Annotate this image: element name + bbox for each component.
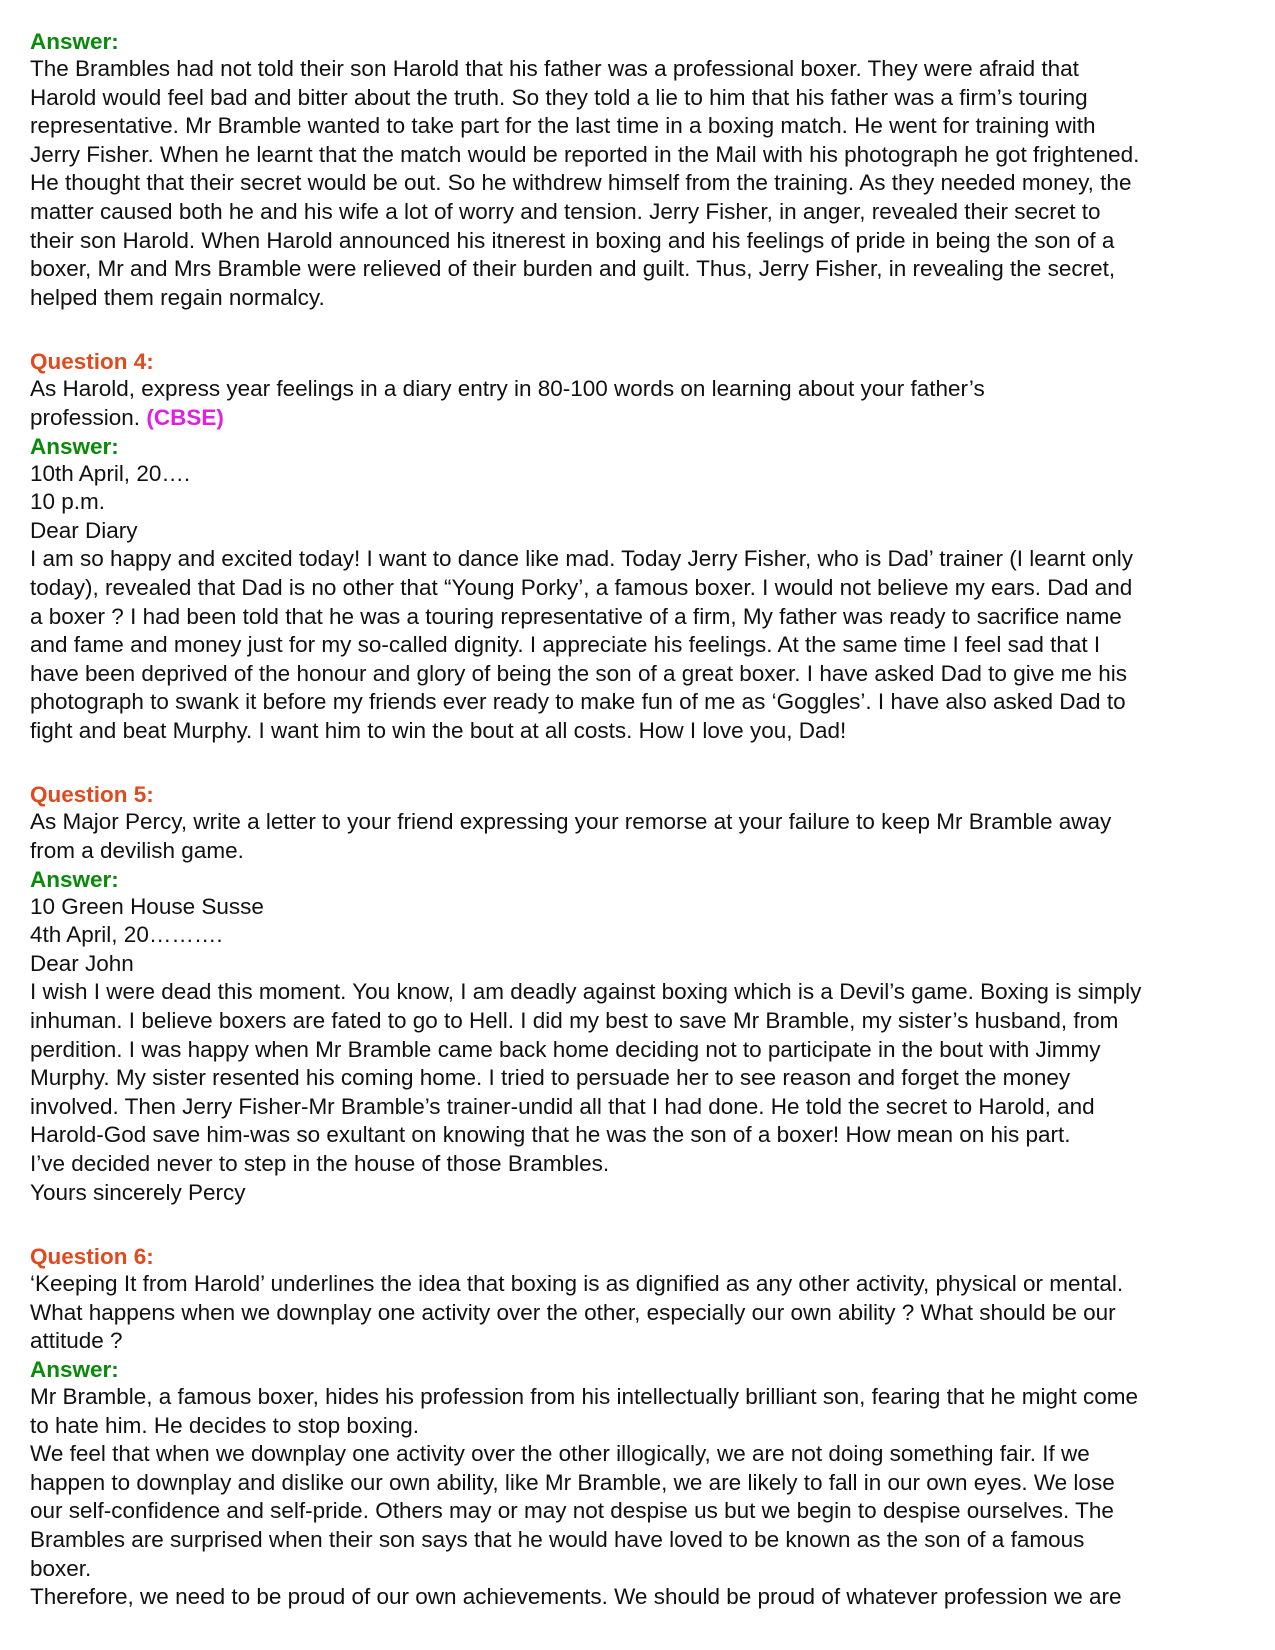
text-line: happen to downplay and dislike our own ability, like Mr Bramble, we are likely to fall in our own eyes. We lose	[30, 1469, 1115, 1495]
text-line: We feel that when we downplay one activity over the other illogically, we are not doing something fair. If we	[30, 1441, 1090, 1467]
text-line: our self-confidence and self-pride. Others may or may not despise us but we begin to despise ourselves. The	[30, 1498, 1114, 1524]
document-page	[30, 28, 1260, 1612]
text-line: today), revealed that Dad is no other that “Young Porky’, a famous boxer. I would not believe my ears. Dad and	[30, 574, 1133, 600]
text-line: involved. Then Jerry Fisher-Mr Bramble’s trainer-undid all that I had done. He told the secret to Harold, and	[30, 1093, 1095, 1119]
text-line: Therefore, we need to be proud of our own achievements. We should be proud of whatever profession we are	[30, 1584, 1122, 1610]
text-line: have been deprived of the honour and glory of being the son of a great boxer. I have asked Dad to give me his	[30, 660, 1127, 686]
text-line: inhuman. I believe boxers are fated to go to Hell. I did my best to save Mr Bramble, my sister’s husband, from	[30, 1008, 1119, 1034]
question-6-block	[30, 1243, 1260, 1612]
question-text	[30, 404, 1260, 433]
letter-salutation: Dear John	[30, 950, 134, 976]
question-text: As Major Percy, write a letter to your friend expressing your remorse at your failure to keep Mr Bramble away	[30, 809, 1112, 835]
text-line: Brambles are surprised when their son says that he would have loved to be known as the son of a famous	[30, 1526, 1085, 1552]
answer-text	[30, 893, 1260, 1208]
diary-time: 10 p.m.	[30, 489, 106, 515]
text-line: a boxer ? I had been told that he was a touring representative of a firm, My father was ready to sacrifice name	[30, 603, 1122, 629]
text-line: their son Harold. When Harold announced his itnerest in boxing and his feelings of pride in being the son of a	[30, 227, 1115, 253]
diary-salutation: Dear Diary	[30, 517, 138, 543]
text-line: helped them regain normalcy.	[30, 284, 325, 310]
text-line: boxer.	[30, 1555, 92, 1581]
text-line: He thought that their secret would be out. So he withdrew himself from the training. As they needed money, the	[30, 170, 1132, 196]
text-line: photograph to swank it before my friends ever ready to make fun of me as ‘Goggles’. I have also asked Dad to	[30, 689, 1126, 715]
answer-text	[30, 55, 1260, 312]
answer-label: Answer:	[30, 433, 119, 459]
question-text: What happens when we downplay one activity over the other, especially our own ability ? What should be our	[30, 1299, 1116, 1325]
question-text: from a devilish game.	[30, 838, 244, 864]
text-line: I’ve decided never to step in the house of those Brambles.	[30, 1151, 610, 1176]
text-line: Harold would feel bad and bitter about the truth. So they told a lie to him that his father was a firm’s touring	[30, 84, 1088, 110]
letter-signoff: Yours sincerely Percy	[30, 1179, 246, 1205]
text-line: The Brambles had not told their son Harold that his father was a professional boxer. They were afraid that	[30, 56, 1079, 81]
question-label: Question 6:	[30, 1244, 154, 1270]
text-line: representative. Mr Bramble wanted to take part for the last time in a boxing match. He went for training with	[30, 113, 1096, 139]
text-line: Mr Bramble, a famous boxer, hides his profession from his intellectually brilliant son, fearing that he might come	[30, 1383, 1139, 1409]
text-line: to hate him. He decides to stop boxing.	[30, 1412, 419, 1438]
cbse-tag: (CBSE)	[146, 404, 224, 430]
question-text-end: profession.	[30, 404, 141, 430]
letter-date: 4th April, 20……….	[30, 922, 223, 948]
diary-date: 10th April, 20….	[30, 460, 191, 486]
answer-label: Answer:	[30, 29, 119, 54]
text-line: matter caused both he and his wife a lot of worry and tension. Jerry Fisher, in anger, revealed their secret to	[30, 198, 1101, 224]
text-line: I wish I were dead this moment. You know, I am deadly against boxing which is a Devil’s game. Boxing is simply	[30, 979, 1142, 1005]
text-line: perdition. I was happy when Mr Bramble came back home deciding not to participate in the bout with Jimmy	[30, 1036, 1101, 1062]
section-gap	[30, 312, 1260, 348]
text-line: Jerry Fisher. When he learnt that the match would be reported in the Mail with his photograph he got frightened.	[30, 141, 1140, 167]
question-4-block	[30, 348, 1260, 745]
question-5-block	[30, 781, 1260, 1207]
question-label: Question 5:	[30, 782, 154, 808]
section-gap	[30, 745, 1260, 781]
answer-label: Answer:	[30, 1356, 119, 1382]
text-line: and fame and money just for my so-called dignity. I appreciate his feelings. At the same time I feel sad that I	[30, 632, 1101, 658]
question-label: Question 4:	[30, 349, 154, 375]
text-line: fight and beat Murphy. I want him to win the bout at all costs. How I love you, Dad!	[30, 717, 847, 743]
section-gap	[30, 1207, 1260, 1243]
question-text: As Harold, express year feelings in a diary entry in 80-100 words on learning about your father’s	[30, 376, 985, 402]
text-line: Harold-God save him-was so exultant on knowing that he was the son of a boxer! How mean on his part.	[30, 1122, 1071, 1148]
text-line: boxer, Mr and Mrs Bramble were relieved of their burden and guilt. Thus, Jerry Fisher, in revealing the secret,	[30, 256, 1116, 282]
text-line: Murphy. My sister resented his coming home. I tried to persuade her to see reason and forget the money	[30, 1065, 1071, 1091]
letter-address: 10 Green House Susse	[30, 893, 264, 919]
answer-text	[30, 460, 1260, 746]
text-line: I am so happy and excited today! I want to dance like mad. Today Jerry Fisher, who is Dad’ trainer (I learnt only	[30, 546, 1134, 572]
answer-text	[30, 1383, 1260, 1612]
answer-label: Answer:	[30, 866, 119, 892]
answer-block-1	[30, 28, 1260, 312]
question-text: ‘Keeping It from Harold’ underlines the idea that boxing is as dignified as any other activity, physical or mental.	[30, 1271, 1124, 1297]
question-text: attitude ?	[30, 1328, 123, 1354]
